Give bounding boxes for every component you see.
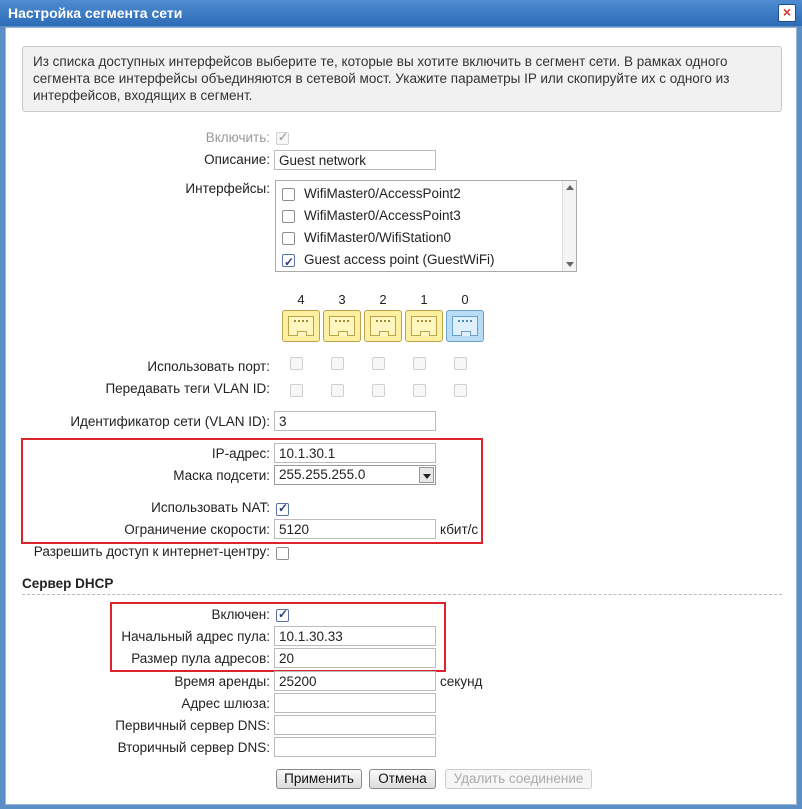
ethernet-port-icon xyxy=(323,310,361,342)
mask-label: Маска подсети: xyxy=(173,468,270,483)
interfaces-listbox[interactable] xyxy=(275,180,577,272)
interface-label: Guest access point (GuestWiFi) xyxy=(304,252,495,267)
pool-size-input[interactable] xyxy=(274,648,436,668)
dns1-input[interactable] xyxy=(274,715,436,735)
vlan-tag-checkbox xyxy=(290,384,303,397)
window-titlebar xyxy=(0,0,802,26)
chevron-down-icon[interactable] xyxy=(419,467,434,483)
ethernet-port-icon xyxy=(446,310,484,342)
dialog-panel xyxy=(5,27,797,805)
close-icon[interactable]: × xyxy=(778,4,796,22)
vlan-tag-checkbox xyxy=(413,384,426,397)
dns2-input[interactable] xyxy=(274,737,436,757)
section-divider xyxy=(22,594,782,595)
dhcp-enabled-checkbox[interactable] xyxy=(276,609,289,622)
pool-size-label: Размер пула адресов: xyxy=(131,651,270,666)
lease-time-unit: секунд xyxy=(440,674,483,689)
interface-label: WifiMaster0/WifiStation0 xyxy=(304,230,452,245)
speed-unit: кбит/с xyxy=(440,522,479,537)
pool-start-input[interactable] xyxy=(274,626,436,646)
scroll-up-icon[interactable] xyxy=(566,185,574,190)
vlan-id-label: Идентификатор сети (VLAN ID): xyxy=(70,414,270,429)
port-number: 1 xyxy=(420,292,428,307)
internet-center-label: Разрешить доступ к интернет-центру: xyxy=(33,544,270,559)
port-number: 3 xyxy=(338,292,346,307)
subnet-mask-select[interactable] xyxy=(274,465,436,485)
ethernet-port-icon xyxy=(405,310,443,342)
nat-checkbox[interactable] xyxy=(276,503,289,516)
interface-label: WifiMaster0/AccessPoint2 xyxy=(304,186,461,201)
ethernet-port-icon xyxy=(282,310,320,342)
internet-center-checkbox[interactable] xyxy=(276,547,289,560)
pool-start-label: Начальный адрес пула: xyxy=(121,629,270,644)
port-number: 0 xyxy=(461,292,469,307)
dns2-label: Вторичный сервер DNS: xyxy=(117,740,270,755)
ethernet-port-icon xyxy=(364,310,402,342)
lease-time-label: Время аренды: xyxy=(174,674,270,689)
scroll-down-icon[interactable] xyxy=(566,262,574,267)
vlan-tags-label: Передавать теги VLAN ID: xyxy=(105,381,270,396)
interface-checkbox[interactable] xyxy=(282,210,295,223)
vlan-tag-checkbox xyxy=(331,384,344,397)
description-input[interactable] xyxy=(274,150,436,170)
use-port-checkbox xyxy=(290,357,303,370)
window-title: Настройка сегмента сети xyxy=(8,5,183,21)
nat-label: Использовать NAT: xyxy=(151,500,270,515)
dhcp-section-title: Сервер DHCP xyxy=(22,576,114,591)
vlan-tag-checkbox xyxy=(454,384,467,397)
vlan-id-input[interactable] xyxy=(274,411,436,431)
speed-limit-label: Ограничение скорости: xyxy=(124,522,270,537)
lease-time-input[interactable] xyxy=(274,671,436,691)
cancel-button[interactable]: Отмена xyxy=(369,769,436,789)
use-port-checkbox xyxy=(372,357,385,370)
use-port-label: Использовать порт: xyxy=(147,359,270,374)
use-port-checkbox xyxy=(331,357,344,370)
port-number: 4 xyxy=(297,292,305,307)
ip-address-input[interactable] xyxy=(274,443,436,463)
interfaces-label: Интерфейсы: xyxy=(185,181,270,196)
interface-checkbox[interactable] xyxy=(282,188,295,201)
subnet-mask-value: 255.255.255.0 xyxy=(279,467,366,482)
enable-label: Включить: xyxy=(205,130,270,145)
apply-button[interactable]: Применить xyxy=(276,769,362,789)
interface-checkbox[interactable] xyxy=(282,254,295,267)
interface-checkbox[interactable] xyxy=(282,232,295,245)
speed-limit-input[interactable] xyxy=(274,519,436,539)
dns1-label: Первичный сервер DNS: xyxy=(115,718,270,733)
port-number: 2 xyxy=(379,292,387,307)
gateway-label: Адрес шлюза: xyxy=(181,696,270,711)
use-port-checkbox xyxy=(454,357,467,370)
interface-label: WifiMaster0/AccessPoint3 xyxy=(304,208,461,223)
listbox-scrollbar[interactable] xyxy=(562,181,576,271)
vlan-tag-checkbox xyxy=(372,384,385,397)
delete-connection-button[interactable]: Удалить соединение xyxy=(445,769,592,789)
gateway-input[interactable] xyxy=(274,693,436,713)
info-text: Из списка доступных интерфейсов выберите те, которые вы хотите включить в сегмент сети. В рамках одного сегмента все интерфейсы объединяются в сетевой мост. Укажите параметры IP или скопируйте их с одного из интерфейсов, входящих в сегмент. xyxy=(22,46,782,112)
use-port-checkbox xyxy=(413,357,426,370)
enable-checkbox xyxy=(276,132,289,145)
description-label: Описание: xyxy=(204,152,270,167)
dhcp-enabled-label: Включен: xyxy=(211,607,270,622)
ip-label: IP-адрес: xyxy=(211,446,270,461)
